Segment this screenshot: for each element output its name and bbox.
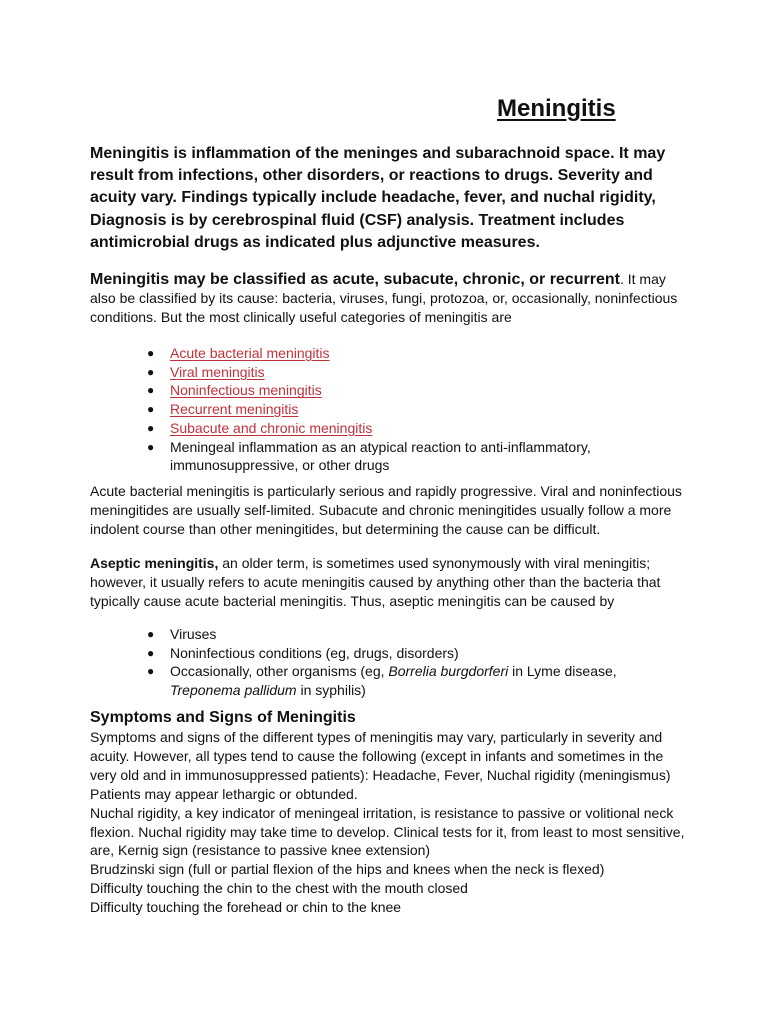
symptoms-line: Patients may appear lethargic or obtunded. bbox=[90, 785, 358, 802]
list-item-text: Noninfectious conditions (eg, drugs, disorders) bbox=[170, 644, 459, 661]
organism-name: Borrelia burgdorferi bbox=[388, 663, 509, 680]
list-item bbox=[90, 363, 690, 382]
bullet-icon: ● bbox=[147, 645, 155, 660]
classification-lead: Meningitis may be classified as acute, subacute, chronic, or recurrent bbox=[90, 271, 620, 288]
bullet-icon: ● bbox=[147, 346, 155, 360]
link-recurrent-meningitis[interactable]: Recurrent meningitis bbox=[170, 401, 299, 418]
list-item bbox=[90, 438, 690, 475]
aseptic-paragraph bbox=[90, 554, 690, 610]
list-item bbox=[90, 644, 690, 663]
list-item-text-prefix: Occasionally, other organisms (eg, bbox=[170, 663, 389, 680]
link-noninfectious-meningitis[interactable]: Noninfectious meningitis bbox=[170, 382, 322, 399]
list-item bbox=[90, 381, 690, 400]
section-heading-symptoms: Symptoms and Signs of Meningitis bbox=[90, 709, 356, 726]
page-title: Meningitis bbox=[497, 95, 616, 122]
list-item bbox=[90, 344, 690, 363]
bullet-icon: ● bbox=[147, 627, 155, 641]
aseptic-causes-list bbox=[90, 625, 690, 700]
symptoms-line: Symptoms and signs of the different types of meningitis may vary, particularly in severity and acuity. However, all types tend to cause the following (except in infants and sometimes in the very old and in immunosuppressed patients): Headache, Fever, Nuchal rigidity (meningismus) bbox=[90, 729, 671, 783]
list-item bbox=[90, 400, 690, 419]
link-acute-bacterial-meningitis[interactable]: Acute bacterial meningitis bbox=[170, 345, 330, 361]
bullet-icon: ● bbox=[147, 364, 155, 379]
list-item-text-mid: in Lyme disease, bbox=[508, 663, 617, 680]
list-item-text-suffix: in syphilis) bbox=[296, 682, 366, 699]
bullet-icon: ● bbox=[147, 402, 155, 417]
list-item-text: Viruses bbox=[170, 626, 217, 642]
list-item bbox=[90, 625, 690, 644]
link-viral-meningitis[interactable]: Viral meningitis bbox=[170, 363, 265, 380]
symptoms-line: Difficulty touching the forehead or chin to the knee bbox=[90, 899, 402, 916]
classification-text: . It may also be classified by its cause: bacteria, viruses, fungi, protozoa, or, occasionally, noninfectious conditions. But the most clinically useful categories of meningitis are bbox=[90, 271, 678, 325]
organism-name: Treponema pallidum bbox=[170, 682, 297, 699]
symptoms-line: Difficulty touching the chin to the chest with the mouth closed bbox=[90, 880, 468, 897]
acute-paragraph: Acute bacterial meningitis is particularly serious and rapidly progressive. Viral and noninfectious meningitides are usually self-limited. Subacute and chronic meningitides usually follow a more indolent course than other meningitides, but determining the cause can be difficult. bbox=[90, 483, 682, 537]
classification-paragraph bbox=[90, 270, 690, 327]
aseptic-term: Aseptic meningitis, bbox=[90, 555, 219, 571]
bullet-icon: ● bbox=[147, 383, 155, 398]
bullet-icon: ● bbox=[147, 664, 155, 679]
summary-paragraph: Meningitis is inflammation of the meninges and subarachnoid space. It may result from infections, other disorders, or reactions to drugs. Severity and acuity vary. Findings typically include headache, fever, and nuchal rigidity, Diagnosis is by cerebrospinal fluid (CSF) analysis. Treatment includes antimicrobial drugs as indicated plus adjunctive measures. bbox=[90, 145, 666, 251]
symptoms-line: Nuchal rigidity, a key indicator of meningeal irritation, is resistance to passive or volitional neck flexion. Nuchal rigidity may take time to develop. Clinical tests for it, from least to most sensitive, are, Kernig sign (resistance to passive knee extension) bbox=[90, 804, 685, 859]
list-item-text: Meningeal inflammation as an atypical reaction to anti-inflammatory, immunosuppressive, or other drugs bbox=[170, 438, 591, 474]
list-item bbox=[90, 662, 690, 699]
symptoms-line: Brudzinski sign (full or partial flexion of the hips and knees when the neck is flexed) bbox=[90, 861, 605, 878]
bullet-icon: ● bbox=[147, 439, 155, 454]
symptoms-section bbox=[90, 728, 690, 917]
aseptic-text: an older term, is sometimes used synonymously with viral meningitis; however, it usually refers to acute meningitis caused by anything other than the bacteria that typically cause acute bacterial meningitis. Thus, aseptic meningitis can be caused by bbox=[90, 555, 661, 609]
meningitis-categories-list bbox=[90, 344, 690, 475]
bullet-icon: ● bbox=[147, 420, 155, 435]
link-subacute-chronic-meningitis[interactable]: Subacute and chronic meningitis bbox=[170, 419, 373, 436]
list-item bbox=[90, 419, 690, 438]
